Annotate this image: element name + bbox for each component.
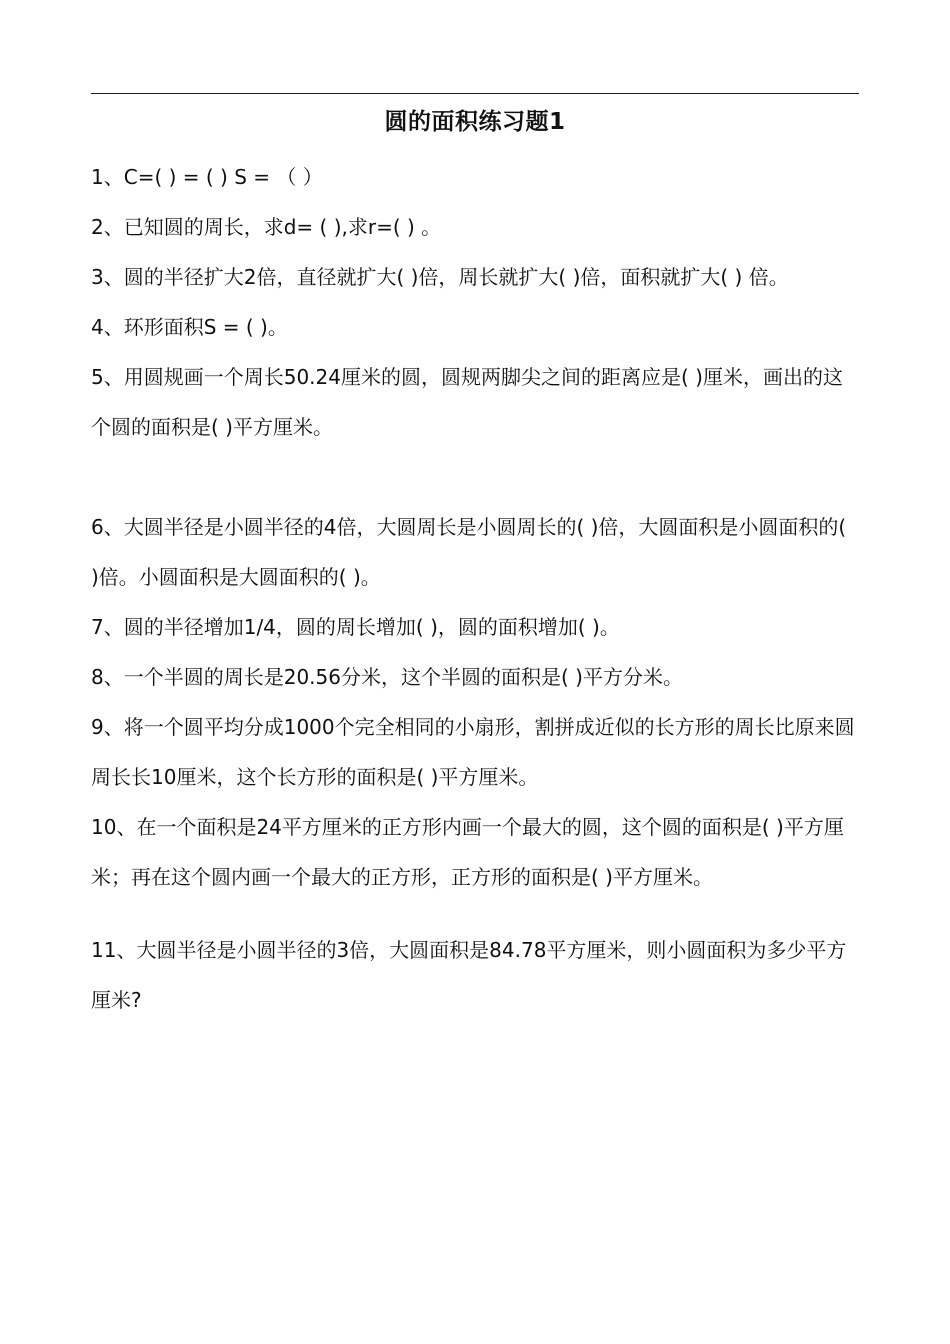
question-11: 11、大圆半径是小圆半径的3倍，大圆面积是84.78平方厘米，则小圆面积为多少平方厘米? — [91, 938, 847, 1012]
question-5: 5、用圆规画一个周长50.24厘米的圆，圆规两脚尖之间的距离应是( )厘米，画出的这个圆的面积是( )平方厘米。 — [91, 365, 843, 439]
question-3: 3、圆的半径扩大2倍，直径就扩大( )倍，周长就扩大( )倍，面积就扩大( ) 倍。 — [91, 265, 789, 289]
question-4: 4、环形面积S = ( )。 — [91, 315, 288, 339]
question-8: 8、一个半圆的周长是20.56分米，这个半圆的面积是( )平方分米。 — [91, 665, 683, 689]
header-rule — [91, 93, 859, 94]
question-7: 7、圆的半径增加1/4，圆的周长增加( )，圆的面积增加( )。 — [91, 615, 620, 639]
question-6: 6、大圆半径是小圆半径的4倍，大圆周长是小圆周长的( )倍，大圆面积是小圆面积的( )倍。小圆面积是大圆面积的( )。 — [91, 515, 847, 589]
question-10: 10、在一个面积是24平方厘米的正方形内画一个最大的圆，这个圆的面积是( )平方厘米；再在这个圆内画一个最大的正方形，正方形的面积是( )平方厘米。 — [91, 815, 844, 889]
page-title: 圆的面积练习题1 — [384, 109, 566, 135]
question-1: 1、C=( ) = ( ) S = （ ） — [91, 165, 323, 189]
question-9: 9、将一个圆平均分成1000个完全相同的小扇形，割拼成近似的长方形的周长比原来圆周长长10厘米，这个长方形的面积是( )平方厘米。 — [91, 715, 855, 789]
question-list — [91, 152, 859, 1025]
question-2: 2、已知圆的周长，求d= ( ),求r=( ) 。 — [91, 215, 442, 239]
